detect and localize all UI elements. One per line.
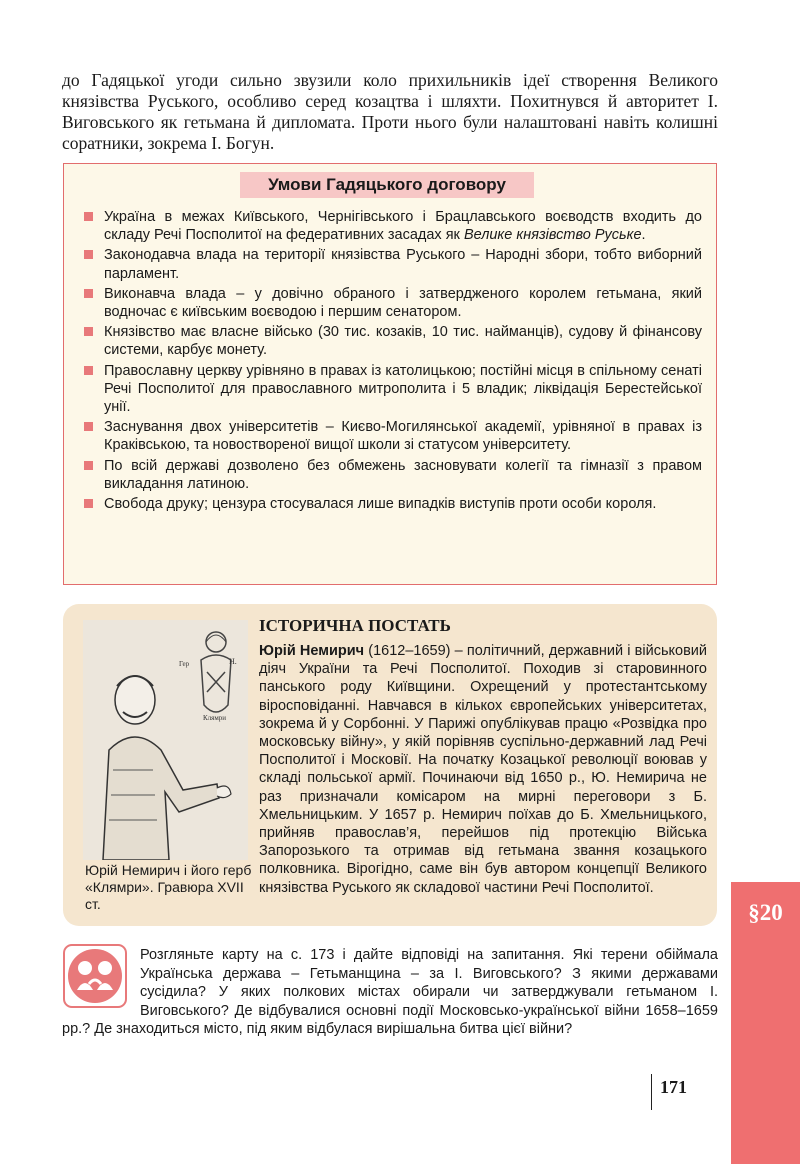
- figure-bio: (1612–1659) – політичний, державний і військовий діяч України та Речі Посполитої. Походив зі старовинного панського роду Київщини. Охрещений у протестантському віросповіданні. Навчався в кількох європейських університетах, зокрема й у Сорбонні. У Парижі опублікував працю «Розвідка про московську війну», у якій порівняв суспільно-державний лад Речі Посполитої і Московії. На початку Козацької революції воював у складі польської армії. Починаючи від 1650 р., Ю. Немирича не раз призначали комісаром на мирні переговори з Б. Хмельницьким. У 1657 р. Немирич поїхав до Б. Хмельницького, прийняв православ’я, перейшов під протекцію Війська Запорозького та отримав від гетьмана звання козацького полковника. Вірогідно, саме він був автором концепції Великого князівства Руського як складової частини Речі Посполитої.: [259, 643, 707, 896]
- treaty-terms-box: [63, 163, 717, 585]
- square-bullet-icon: [84, 422, 93, 431]
- historical-figure-text: [259, 642, 707, 897]
- list-item: Православну церкву урівняно в правах із католицькою; постійні місця в спільному сенаті Речі Посполитої для православного митрополита і 5 владик; ліквідація Берестейської унії.: [82, 362, 702, 417]
- list-item: Законодавча влада на території князівства Руського – Народні збори, тобто виборний парламент.: [82, 246, 702, 282]
- list-item: Князівство має власне військо (30 тис. козаків, 10 тис. найманців), судову й фінансову системи, карбує монету.: [82, 323, 702, 359]
- nemyrych-engraving: [83, 620, 248, 860]
- square-bullet-icon: [84, 212, 93, 221]
- map-task-text: Розгляньте карту на с. 173 і дайте відповіді на запитання. Які терени обіймала Українська держава – Гетьманщина – за І. Виговського? З якими державами сусідила? У яких полкових містах обирали чи затверджували гетьманом І. Виговського? Де відбувалися основні події Московсько-української війни 1658–1659 рр.? Де знаходиться місто, під яким відбулася вирішальна битва цієї війни?: [62, 947, 718, 1037]
- square-bullet-icon: [84, 499, 93, 508]
- intro-paragraph: до Гадяцької угоди сильно звузили коло прихильників ідеї створення Великого князівства Руського, особливо серед козацтва і шляхти. Похитнувся й авторитет І. Виговського як гетьмана й дипломата. Проти нього були налаштовані навіть колишні соратники, зокрема І. Богун.: [62, 70, 718, 153]
- square-bullet-icon: [84, 289, 93, 298]
- page-number: 171: [651, 1074, 687, 1110]
- list-item: Україна в межах Київського, Чернігівського і Брацлавського воєводств входить до складу Речі Посполитої на федеративних засадах як Велике князівство Руське.: [82, 208, 702, 244]
- list-item: Виконавча влада – у довічно обраного і затвердженого королем гетьмана, який водночас є київським воєводою і першим сенатором.: [82, 285, 702, 321]
- square-bullet-icon: [84, 366, 93, 375]
- historical-figure-heading: ІСТОРИЧНА ПОСТАТЬ: [259, 616, 451, 635]
- engraving-label-klyamry: Клямри: [203, 714, 227, 722]
- list-item: Заснування двох університетів – Києво-Могилянської академії, урівняної в правах із Краківською, та новоствореної вищої школи зі статусом університету.: [82, 418, 702, 454]
- section-tab: [731, 882, 800, 1164]
- portrait-caption: Юрій Немирич і його герб «Клямри». Гравюра XVII ст.: [85, 862, 252, 912]
- treaty-terms-list: [82, 208, 702, 515]
- engraving-label-initial: Н.: [229, 657, 237, 666]
- list-item: По всій державі дозволено без обмежень засновувати колегії та гімназії з правом викладання латиною.: [82, 457, 702, 493]
- list-item: Свобода друку; цензура стосувалася лише випадків виступів проти особи короля.: [82, 495, 702, 513]
- treaty-terms-title: Умови Гадяцького договору: [240, 172, 534, 198]
- square-bullet-icon: [84, 461, 93, 470]
- engraving-label-herb: Гер: [179, 660, 190, 668]
- figure-name: Юрій Немирич: [259, 643, 365, 659]
- historical-figure-box: [63, 604, 717, 926]
- square-bullet-icon: [84, 327, 93, 336]
- square-bullet-icon: [84, 250, 93, 259]
- section-label: §20: [748, 900, 783, 925]
